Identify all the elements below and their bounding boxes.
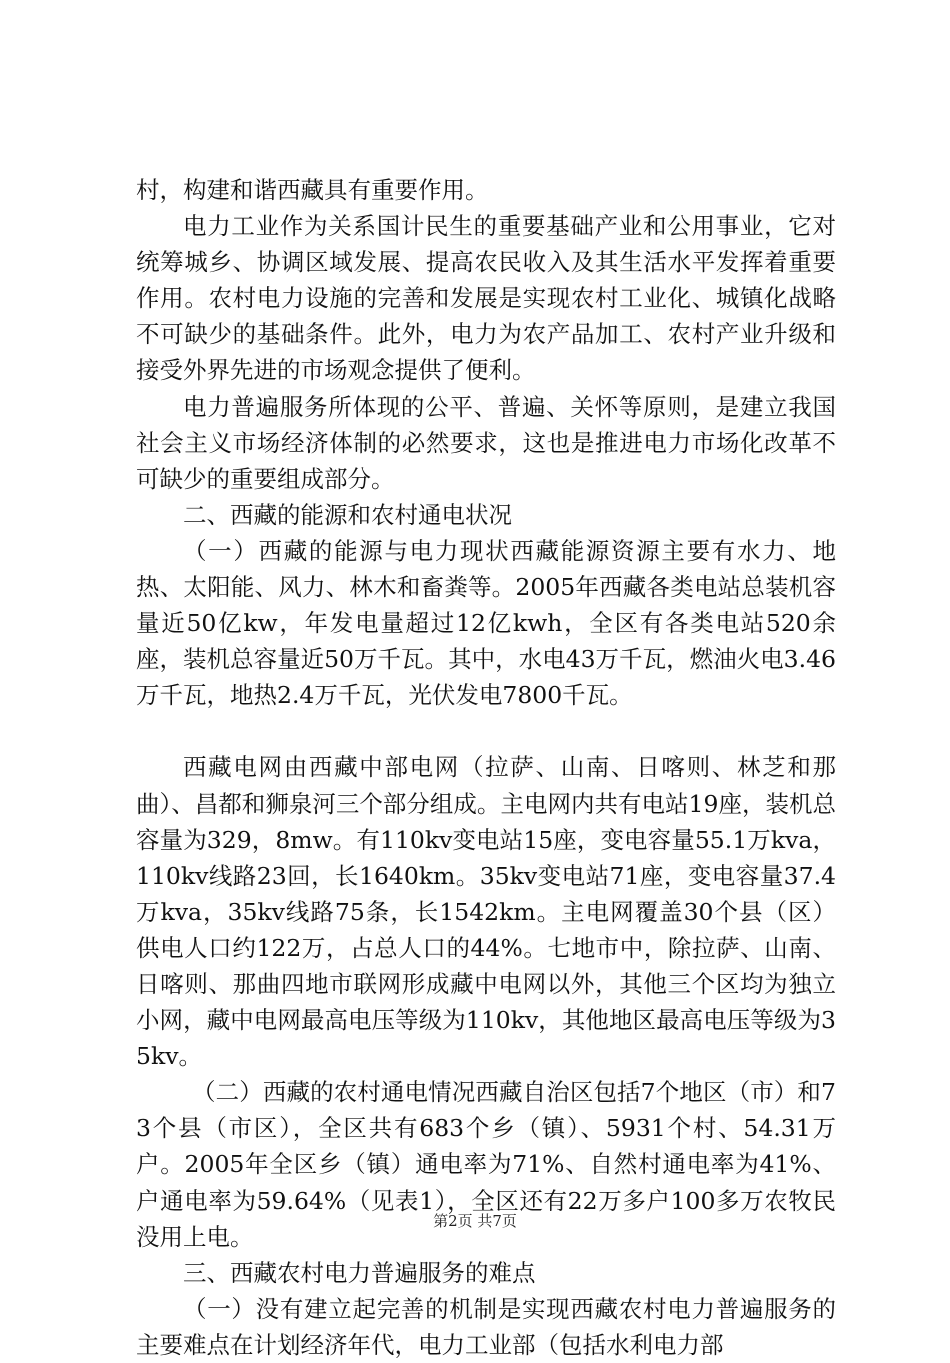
page-footer [0, 1210, 950, 1231]
paragraph-mechanism: （一）没有建立起完善的机制是实现西藏农村电力普遍服务的主要难点在计划经济年代，电力工业部（包括水利电力部 [136, 1294, 836, 1359]
section-heading-2: 二、西藏的能源和农村通电状况 [183, 500, 512, 529]
paragraph-universal-service: 电力普遍服务所体现的公平、普遍、关怀等原则，是建立我国社会主义市场经济体制的必然要求，这也是推进电力市场化改革不可缺少的重要组成部分。 [136, 392, 836, 493]
page-number: 第2页 共7页 [433, 1212, 517, 1230]
paragraph-continuation: 村，构建和谐西藏具有重要作用。 [136, 176, 489, 204]
paragraph-tibet-grid: 西藏电网由西藏中部电网（拉萨、山南、日喀则、林芝和那曲）、昌都和狮泉河三个部分组成。主电网内共有电站19座，装机总容量为329，8mw。有110kv变电站15座，变电容量55.1万kva，110kv线路23回，长1640km。35kv变电站71座，变电容量37.4万kva，35kv线路75条，长1542km。主电网覆盖30个县（区）供电人口约122万，占总人口的44%。七地市中，除拉萨、山南、日喀则、那曲四地市联网形成藏中电网以外，其他三个区均为独立小网，藏中电网最高电压等级为110kv，其他地区最高电压等级为35kv。 [136, 753, 836, 1071]
paragraph-power-industry: 电力工业作为关系国计民生的重要基础产业和公用事业，它对统筹城乡、协调区域发展、提高农民收入及其生活水平发挥着重要作用。农村电力设施的完善和发展是实现农村工业化、城镇化战略不可缺少的基础条件。此外，电力为农产品加工、农村产业升级和接受外界先进的市场观念提供了便利。 [136, 212, 836, 385]
paragraph-rural-electrification: （二）西藏的农村通电情况西藏自治区包括7个地区（市）和73个县（市区），全区共有683个乡（镇）、5931个村、54.31万户。2005年全区乡（镇）通电率为71%、自然村通电率为41%、户通电率为59.64%（见表1），全区还有22万多户100多万农牧民没用上电。 [136, 1078, 836, 1251]
document-body [136, 172, 836, 1363]
section-heading-3: 三、西藏农村电力普遍服务的难点 [183, 1258, 536, 1287]
paragraph-energy-status: （一）西藏的能源与电力现状西藏能源资源主要有水力、地热、太阳能、风力、林木和畜粪等。2005年西藏各类电站总装机容量近50亿kw，年发电量超过12亿kwh，全区有各类电站520余座，装机总容量近50万千瓦。其中，水电43万千瓦，燃油火电3.46万千瓦，地热2.4万千瓦，光伏发电7800千瓦。 [136, 536, 836, 710]
